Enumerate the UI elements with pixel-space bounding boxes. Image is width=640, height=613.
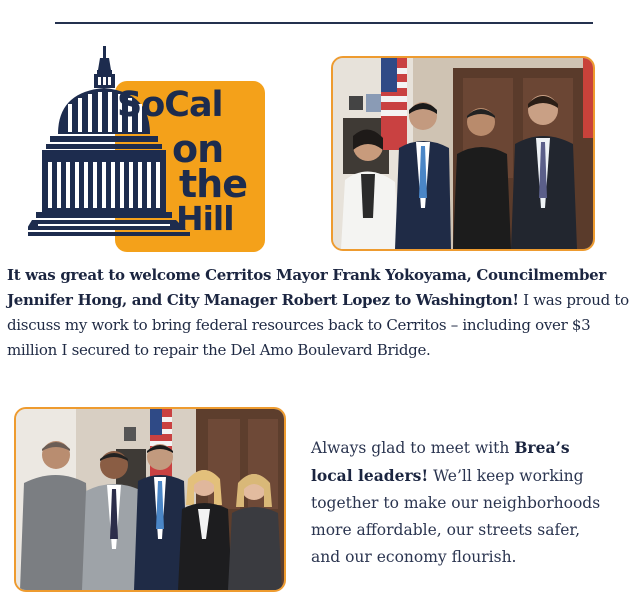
logo-text-on: on: [172, 127, 224, 171]
capitol-dome-icon: [28, 44, 278, 244]
brea-story-bold: Brea’s local leaders!: [311, 438, 570, 485]
cerritos-meeting-photo: [331, 56, 595, 251]
brea-story-lead: Always glad to meet with: [311, 439, 515, 457]
brea-meeting-photo: [14, 407, 286, 592]
brea-story-body: We’ll keep working together to make our neighborhoods more affordable, our streets safer, and our economy flourish.: [311, 467, 601, 566]
brea-story-text: [311, 434, 611, 571]
cerritos-story-text: [7, 263, 635, 363]
cerritos-story-body: I was proud to discuss my work to bring federal resources back to Cerritos – including over $3 million I secured to repair the Del Amo Boulevard Bridge.: [7, 291, 629, 359]
cerritos-story-bold: It was great to welcome Cerritos Mayor Frank Yokoyama, Councilmember Jennifer Hong, and City Manager Robert Lopez to Washington!: [7, 266, 607, 309]
logo-text-the: the: [179, 162, 247, 206]
logo-text-socal: SoCal: [117, 85, 223, 125]
logo-text-hill: Hill: [176, 199, 234, 238]
socal-on-the-hill-logo: [28, 44, 278, 244]
top-divider: [55, 22, 593, 24]
